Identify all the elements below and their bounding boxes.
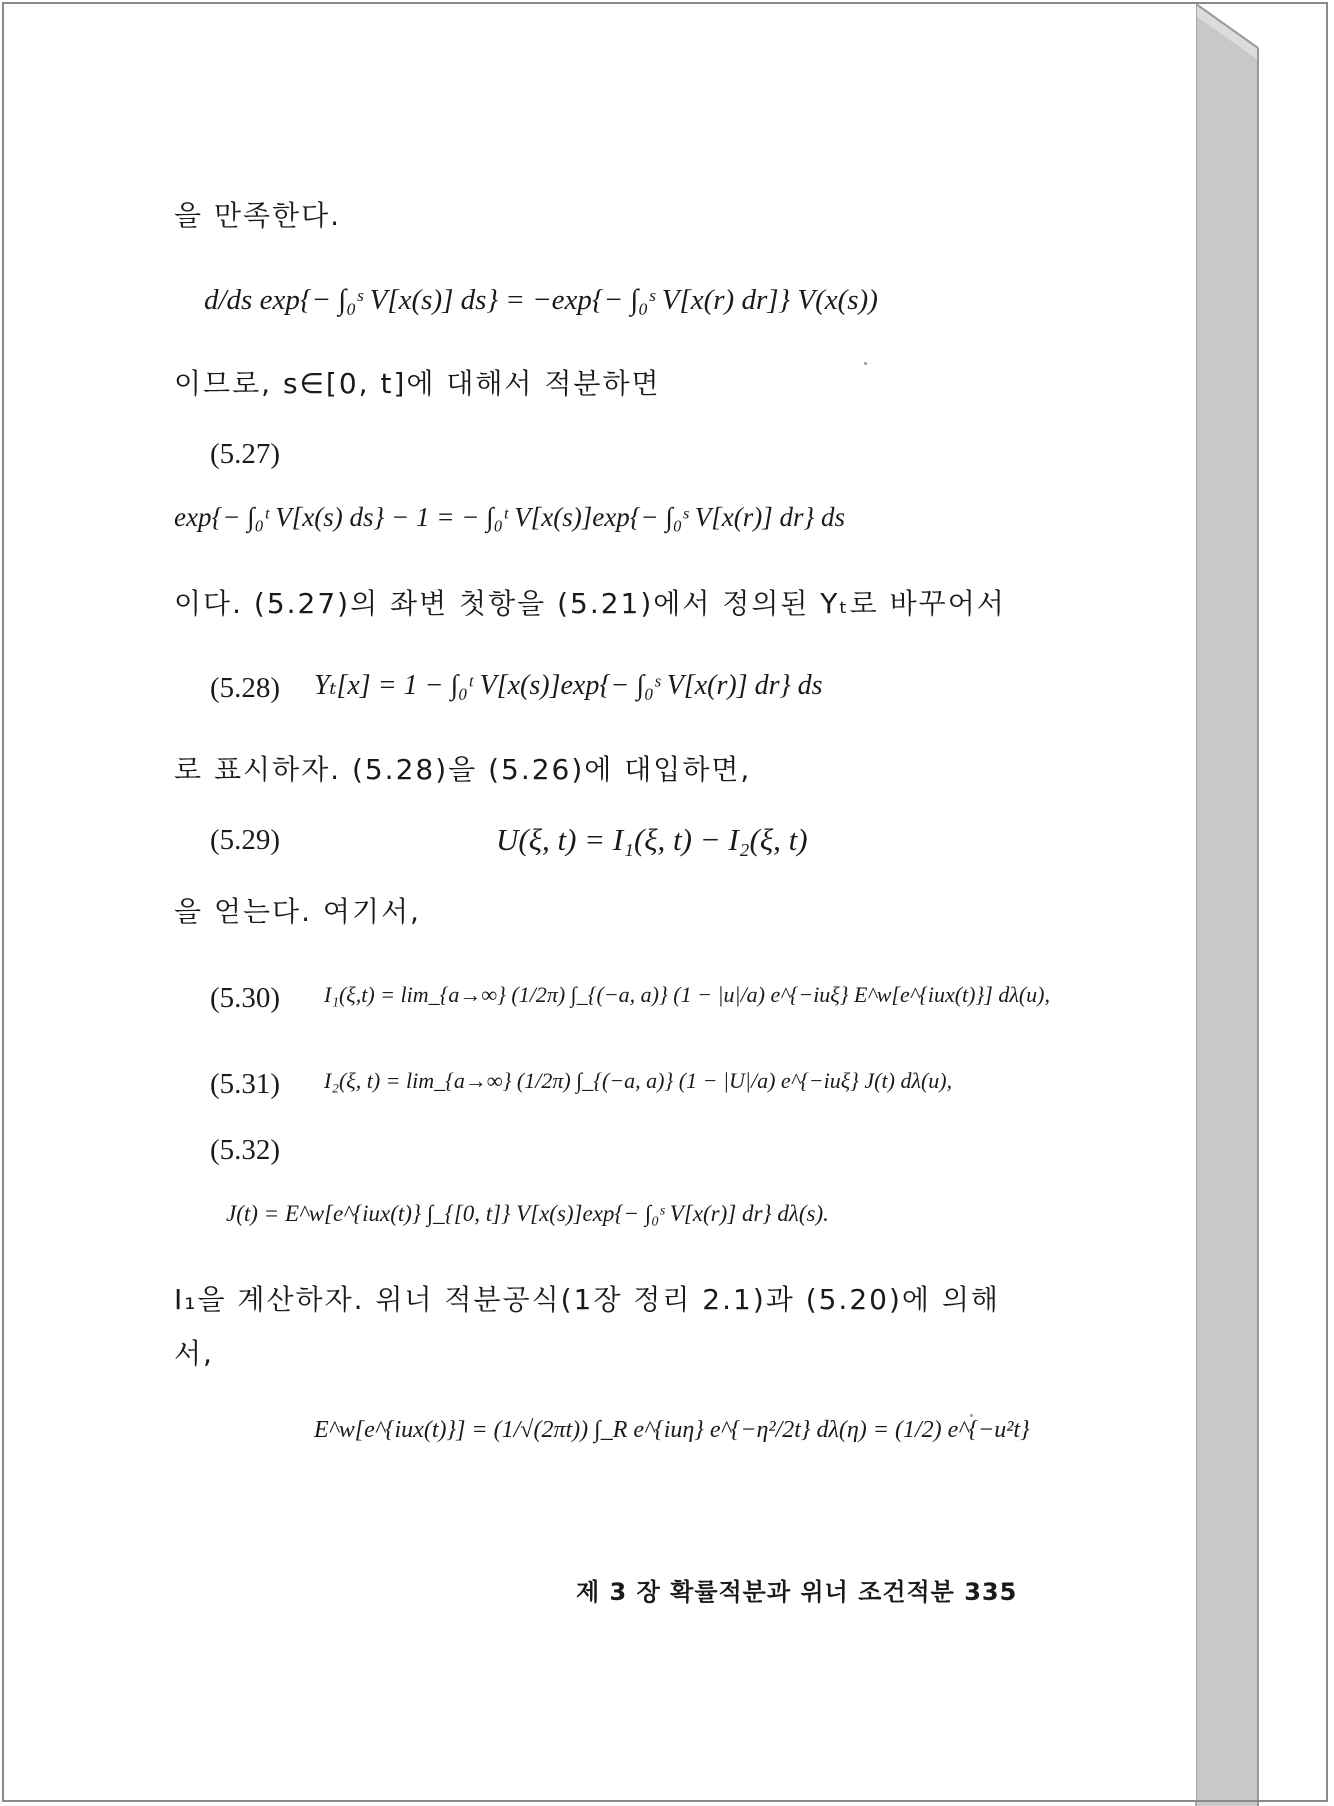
- equation-5-27: exp{− ∫₀ᵗ V[x(s) ds} − 1 = − ∫₀ᵗ V[x(s)]exp{− ∫₀ˢ V[x(r)] dr} ds: [174, 502, 846, 532]
- text-line-7: 서,: [174, 1337, 214, 1370]
- equation-label-5-27: (5.27): [210, 438, 281, 470]
- equation-5-31: I₂(ξ, t) = lim_{a→∞} (1/2π) ∫_{(−a, a)} (1 − |U|/a) e^{−iuξ} J(t) dλ(u),: [324, 1068, 953, 1093]
- equation-label-5-32: (5.32): [210, 1134, 281, 1166]
- equation-5-30: I₁(ξ,t) = lim_{a→∞} (1/2π) ∫_{(−a, a)} (1 − |u|/a) e^{−iuξ} E^w[e^{iux(t)}] dλ(u),: [324, 982, 1051, 1007]
- equation-5-29: U(ξ, t) = I₁(ξ, t) − I₂(ξ, t): [496, 822, 808, 857]
- equation-label-5-28: (5.28): [210, 672, 281, 704]
- equation-derivative: d/ds exp{− ∫₀ˢ V[x(s)] ds} = −exp{− ∫₀ˢ V[x(r) dr]} V(x(s)): [204, 284, 878, 316]
- equation-5-32: J(t) = E^w[e^{iux(t)} ∫_{[0, t]} V[x(s)]exp{− ∫₀ˢ V[x(r)] dr} dλ(s).: [226, 1201, 829, 1226]
- speck: [970, 1414, 973, 1417]
- text-line-5: 을 얻는다. 여기서,: [174, 895, 421, 928]
- text-line-1: 을 만족한다.: [174, 199, 342, 232]
- text-line-4: 로 표시하자. (5.28)을 (5.26)에 대입하면,: [174, 753, 752, 786]
- text-line-6: I₁을 계산하자. 위너 적분공식(1장 정리 2.1)과 (5.20)에 의해: [174, 1283, 1000, 1316]
- page-footer: 제 3 장 확률적분과 위너 조건적분 335: [576, 1578, 1018, 1606]
- text-line-3: 이다. (5.27)의 좌변 첫항을 (5.21)에서 정의된 Yₜ로 바꾸어서: [174, 587, 1006, 620]
- text-line-2: 이므로, s∈[0, t]에 대해서 적분하면: [174, 367, 661, 400]
- equation-label-5-31: (5.31): [210, 1068, 281, 1100]
- equation-5-28: Yₜ[x] = 1 − ∫₀ᵗ V[x(s)]exp{− ∫₀ˢ V[x(r)] dr} ds: [314, 670, 823, 701]
- equation-final: E^w[e^{iux(t)}] = (1/√(2πt)) ∫_R e^{iuη} e^{−η²/2t} dλ(η) = (1/2) e^{−u²t}: [314, 1417, 1030, 1443]
- book-page: [4, 4, 1196, 1800]
- equation-label-5-30: (5.30): [210, 982, 281, 1014]
- speck: [864, 362, 867, 365]
- equation-label-5-29: (5.29): [210, 824, 281, 856]
